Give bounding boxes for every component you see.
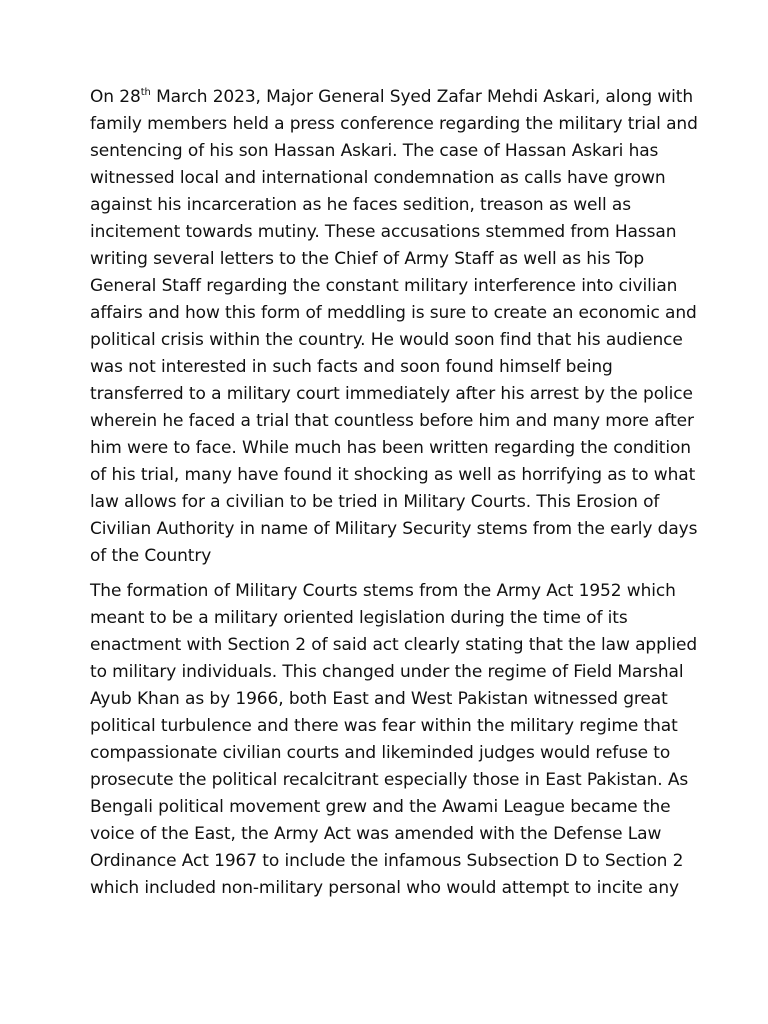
paragraph-line: which included non-military personal who would attempt to incite any — [90, 878, 680, 898]
paragraph-line: meant to be a military oriented legislation during the time of its — [90, 608, 628, 628]
paragraph-line: General Staff regarding the constant military interference into civilian — [90, 276, 678, 296]
paragraph-line: law allows for a civilian to be tried in Military Courts. This Erosion of — [90, 492, 660, 512]
paragraph-line: of his trial, many have found it shocking as well as horrifying as to what — [90, 465, 696, 485]
paragraph-line: The formation of Military Courts stems from the Army Act 1952 which — [90, 581, 676, 601]
paragraph-line: wherein he faced a trial that countless before him and many more after — [90, 411, 694, 431]
paragraph-line: affairs and how this form of meddling is sure to create an economic and — [90, 303, 697, 323]
paragraph-line: of the Country — [90, 546, 212, 566]
paragraph-line: prosecute the political recalcitrant especially those in East Pakistan. As — [90, 770, 689, 790]
paragraph-line: Civilian Authority in name of Military Security stems from the early days — [90, 519, 698, 539]
paragraph-line: Ayub Khan as by 1966, both East and West Pakistan witnessed great — [90, 689, 668, 709]
paragraph-line: against his incarceration as he faces sedition, treason as well as — [90, 195, 632, 215]
paragraph-line: enactment with Section 2 of said act clearly stating that the law applied — [90, 635, 698, 655]
paragraph-line: political turbulence and there was fear within the military regime that — [90, 716, 678, 736]
paragraph-line: Ordinance Act 1967 to include the infamous Subsection D to Section 2 — [90, 851, 684, 871]
paragraph-line: to military individuals. This changed under the regime of Field Marshal — [90, 662, 684, 682]
line-text: On 28 — [90, 87, 141, 107]
line-text: March 2023, Major General Syed Zafar Mehdi Askari, along with — [150, 87, 693, 107]
paragraph-line: was not interested in such facts and soon found himself being — [90, 357, 613, 377]
paragraph-line: political crisis within the country. He would soon find that his audience — [90, 330, 683, 350]
ordinal-superscript: th — [140, 87, 151, 98]
paragraph-line: voice of the East, the Army Act was amended with the Defense Law — [90, 824, 662, 844]
paragraph-line: him were to face. While much has been written regarding the condition — [90, 438, 691, 458]
paragraph-line: witnessed local and international condemnation as calls have grown — [90, 168, 666, 188]
document-page — [90, 84, 698, 902]
paragraph-line: family members held a press conference regarding the military trial and — [90, 114, 698, 134]
paragraph-2 — [90, 578, 698, 902]
paragraph-line: incitement towards mutiny. These accusations stemmed from Hassan — [90, 222, 677, 242]
paragraph-line: Bengali political movement grew and the Awami League became the — [90, 797, 671, 817]
paragraph-spacer — [90, 570, 690, 578]
paragraph-line: writing several letters to the Chief of Army Staff as well as his Top — [90, 249, 645, 269]
paragraph-line: compassionate civilian courts and likeminded judges would refuse to — [90, 743, 671, 763]
paragraph-line: sentencing of his son Hassan Askari. The case of Hassan Askari has — [90, 141, 659, 161]
paragraph-line: transferred to a military court immediately after his arrest by the police — [90, 384, 693, 404]
paragraph-1 — [90, 84, 698, 570]
paragraph-line — [90, 84, 693, 111]
